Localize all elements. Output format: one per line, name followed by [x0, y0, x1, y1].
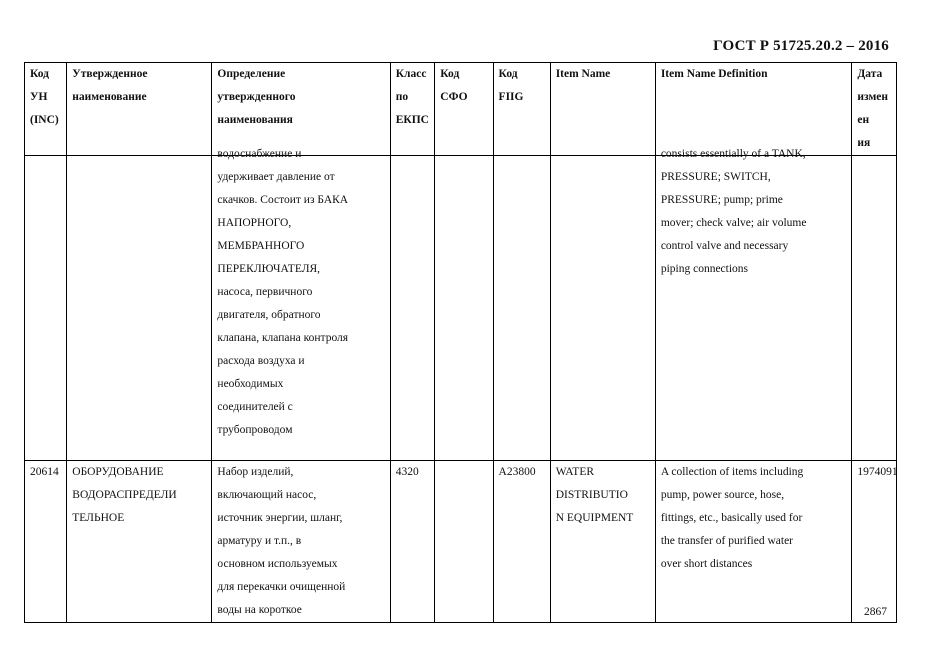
- text-line: N EQUIPMENT: [555, 512, 634, 524]
- text-line: клапана, клапана контроля: [217, 332, 349, 344]
- text-line: ОБОРУДОВАНИЕ: [72, 466, 164, 478]
- text-line: Item Name: [555, 68, 611, 80]
- cell-definition: [212, 461, 390, 623]
- page-number: 2867: [864, 606, 887, 618]
- text-line: ТЕЛЬНОЕ: [72, 512, 125, 524]
- text-line: изменен: [857, 91, 889, 126]
- cell-item-name: [550, 156, 655, 461]
- text-line: МЕМБРАННОГО: [217, 240, 305, 252]
- table-row: [25, 461, 897, 623]
- text-line: наименование: [72, 91, 147, 103]
- text-line: по: [395, 91, 409, 103]
- cell-item-name: [550, 461, 655, 623]
- col-header-sfo: [435, 63, 493, 156]
- text-line: PRESSURE; SWITCH,: [660, 171, 771, 183]
- text-line: WATER: [555, 466, 595, 478]
- text-line: включающий насос,: [217, 489, 317, 501]
- text-line: pump, power source, hose,: [660, 489, 785, 501]
- text-line: скачков. Состоит из БАКА: [217, 194, 349, 206]
- col-header-definition: [212, 63, 390, 156]
- text-line: НАПОРНОГО,: [217, 217, 292, 229]
- text-line: control valve and necessary: [660, 240, 789, 252]
- col-header-class: [390, 63, 435, 156]
- col-header-item-name: [550, 63, 655, 156]
- text-line: основном используемых: [217, 558, 338, 570]
- text-line: Набор изделий,: [217, 466, 294, 478]
- text-line: ВОДОРАСПРЕДЕЛИ: [72, 489, 177, 501]
- cell-definition: [212, 148, 390, 461]
- cell-class: [390, 461, 435, 623]
- text-line: 1974091: [857, 466, 898, 478]
- cell-fiig: [493, 461, 550, 623]
- cell-change-date: [852, 156, 897, 461]
- text-line: A collection of items including: [660, 466, 804, 478]
- text-line: удерживает давление от: [217, 171, 335, 183]
- text-line: наименования: [217, 114, 293, 126]
- text-line: Дата: [857, 68, 883, 80]
- text-line: расхода воздуха и: [217, 355, 305, 367]
- text-line: Утвержденное: [72, 68, 148, 80]
- text-line: fittings, etc., basically used for: [660, 512, 803, 524]
- text-line: Item Name Definition: [660, 68, 768, 80]
- text-line: A23800: [498, 466, 536, 478]
- text-line: consists essentially of a TANK,: [660, 148, 806, 160]
- text-line: Определение: [217, 68, 286, 80]
- cell-approved-name: [67, 461, 212, 623]
- text-line: ия: [857, 137, 871, 149]
- catalog-table: [24, 62, 897, 623]
- text-line: the transfer of purified water: [660, 535, 794, 547]
- cell-inc: [25, 156, 67, 461]
- text-line: DISTRIBUTIO: [555, 489, 628, 501]
- standard-designation: ГОСТ Р 51725.20.2 – 2016: [713, 38, 889, 54]
- text-line: УН: [30, 91, 48, 103]
- cell-item-definition: [655, 148, 852, 461]
- col-header-fiig: [493, 63, 550, 156]
- text-line: mover; check valve; air volume: [660, 217, 807, 229]
- cell-sfo: [435, 461, 493, 623]
- text-line: PRESSURE; pump; prime: [660, 194, 783, 206]
- col-header-inc: [25, 63, 67, 156]
- text-line: необходимых: [217, 378, 284, 390]
- text-line: ЕКПС: [395, 114, 429, 126]
- text-line: насоса, первичного: [217, 286, 313, 298]
- cell-item-definition: [655, 461, 852, 623]
- table-row: [25, 156, 897, 461]
- text-line: Класс: [395, 68, 427, 80]
- col-header-approved-name: [67, 63, 212, 156]
- text-line: трубопроводом: [217, 424, 293, 436]
- cell-class: [390, 156, 435, 461]
- text-line: Код: [440, 68, 460, 80]
- text-line: воды на короткое: [217, 604, 302, 616]
- text-line: источник энергии, шланг,: [217, 512, 343, 524]
- cell-fiig: [493, 156, 550, 461]
- header-row: [25, 63, 897, 156]
- cell-sfo: [435, 156, 493, 461]
- text-line: водоснабжение и: [217, 148, 302, 160]
- text-line: двигателя, обратного: [217, 309, 321, 321]
- text-line: piping connections: [660, 263, 749, 275]
- text-line: over short distances: [660, 558, 753, 570]
- text-line: СФО: [440, 91, 468, 103]
- col-header-item-definition: [655, 63, 852, 156]
- text-line: арматуру и т.п., в: [217, 535, 302, 547]
- text-line: 20614: [30, 466, 59, 478]
- text-line: соединителей с: [217, 401, 293, 413]
- col-header-change-date: [852, 63, 897, 156]
- cell-change-date: [852, 461, 897, 623]
- text-line: ПЕРЕКЛЮЧАТЕЛЯ,: [217, 263, 321, 275]
- cell-inc: [25, 461, 67, 623]
- cell-approved-name: [67, 156, 212, 461]
- text-line: Код: [498, 68, 518, 80]
- text-line: для перекачки очищенной: [217, 581, 346, 593]
- text-line: утвержденного: [217, 91, 296, 103]
- text-line: 4320: [395, 466, 419, 478]
- text-line: Код: [30, 68, 50, 80]
- text-line: (INC): [30, 114, 59, 126]
- text-line: FIIG: [498, 91, 524, 103]
